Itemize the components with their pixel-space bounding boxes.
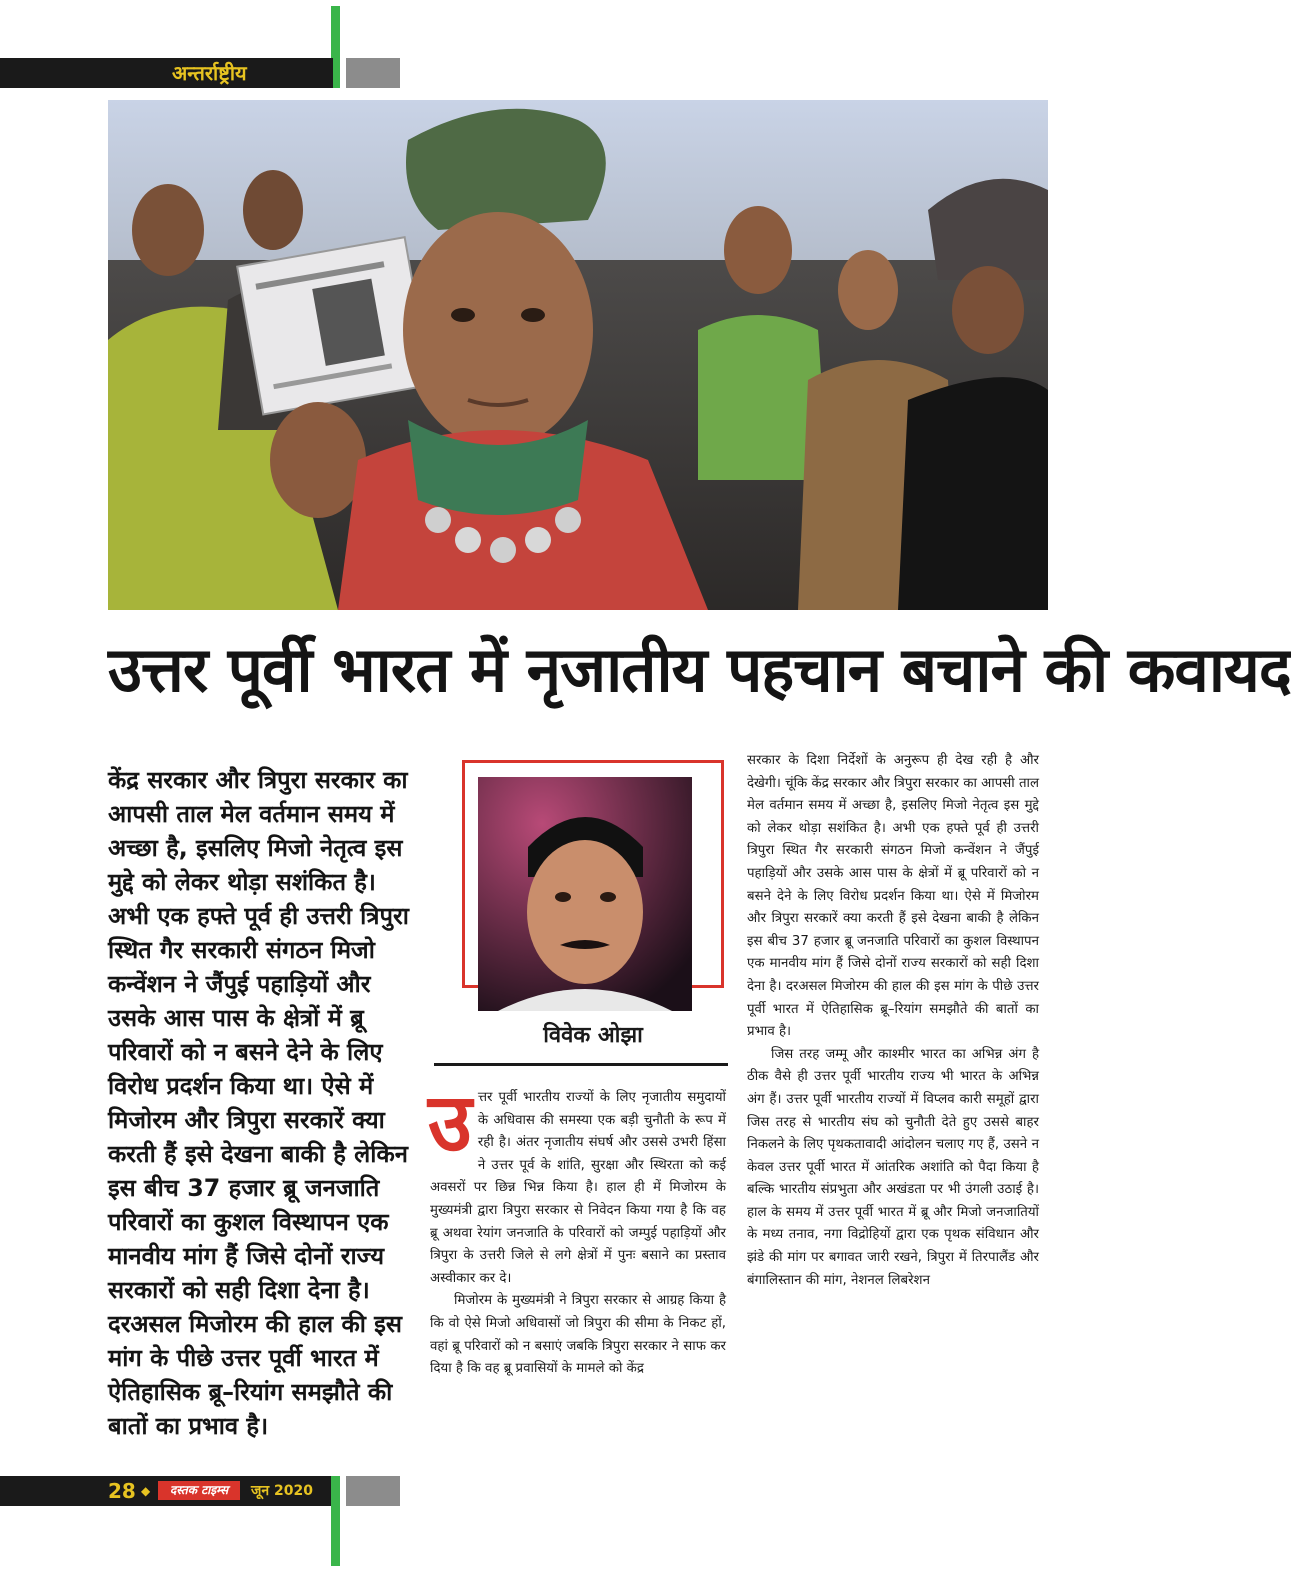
hero-photo-illustration (108, 100, 1048, 610)
footer-bullet: ◆ (141, 1484, 151, 1498)
section-header-bar (0, 58, 333, 88)
bottom-green-accent (331, 1476, 340, 1566)
masthead-logo: दस्तक टाइम्स (158, 1481, 240, 1500)
issue-date: जून 2020 (251, 1483, 313, 1499)
body-column-2 (428, 1076, 726, 1381)
lead-paragraph: केंद्र सरकार और त्रिपुरा सरकार का आपसी ताल मेल वर्तमान समय में अच्छा है, इसलिए मिजो नेतृत्व इस मुद्दे को लेकर थोड़ा सशंकित है। अभी एक हफ्ते पूर्व ही उत्तरी त्रिपुरा स्थित गैर सरकारी संगठन मिजो कन्वेंशन ने जैंपुई पहाड़ियों और उसके आस पास के क्षेत्रों में ब्रू परिवारों को न बसने देने के लिए विरोध प्रदर्शन किया था। ऐसे में मिजोरम और त्रिपुरा सरकारें क्या करती हैं इसे देखना बाकी है लेकिन इस बीच 37 हजार ब्रू जनजाति परिवारों का कुशल विस्थापन एक मानवीय मांग हैं जिसे दोनों राज्य सरकारों को सही दिशा देना है। दरअसल मिजोरम की हाल की इस मांग के पीछे उत्तर पूर्वी भारत में ऐतिहासिक ब्रू–रियांग समझौते की बातों का प्रभाव है। (108, 766, 409, 1440)
author-photo (478, 777, 692, 1011)
author-name: विवेक ओझा (543, 1023, 643, 1048)
body-column-3 (747, 750, 1039, 1292)
section-label: अन्तर्राष्ट्रीय (172, 61, 247, 85)
article-headline: उत्तर पूर्वी भारत में नृजातीय पहचान बचाने की कवायद (108, 633, 1291, 706)
body-paragraph-3: सरकार के दिशा निर्देशों के अनुरूप ही देख रही है और देखेगी। चूंकि केंद्र सरकार और त्रिपुरा सरकार का आपसी ताल मेल वर्तमान समय में अच्छा है, इसलिए मिजो नेतृत्व इस मुद्दे को लेकर थोड़ा सशंकित है। अभी एक हफ्ते पूर्व ही उत्तरी त्रिपुरा स्थित गैर सरकारी संगठन मिजो कन्वेंशन ने जैंपुई पहाड़ियों और उसके आस पास के क्षेत्रों में ब्रू परिवारों को न बसने देने के लिए विरोध प्रदर्शन किया था। ऐसे में मिजोरम और त्रिपुरा सरकारें क्या करती हैं इसे देखना बाकी है लेकिन इस बीच 37 हजार ब्रू जनजाति परिवारों का कुशल विस्थापन एक मानवीय मांग हैं जिसे दोनों राज्य सरकारों को सही दिशा देना है। दरअसल मिजोरम की हाल की इस मांग के पीछे उत्तर पूर्वी भारत में ऐतिहासिक ब्रू–रियांग समझौते की बातों का प्रभाव है। (747, 753, 1039, 1040)
page-number: 28 (108, 1479, 136, 1503)
body-paragraph-4: जिस तरह जम्मू और काश्मीर भारत का अभिन्न अंग है ठीक वैसे ही उत्तर पूर्वी भारतीय राज्य भी भारत के अभिन्न अंग हैं। उत्तर पूर्वी भारतीय राज्यों में विप्लव कारी समूहों द्वारा जिस तरह से भारतीय संघ को चुनौती देते हुए उससे बाहर निकलने के लिए पृथकतावादी आंदोलन चलाए गए हैं, उसने न केवल उत्तर पूर्वी भारत में आंतरिक अशांति को पैदा किया है बल्कि भारतीय संप्रभुता और अखंडता पर भी उंगली उठाई है। हाल के समय में उत्तर पूर्वी भारत में ब्रू और मिजो जनजातियों के मध्य तनाव, नगा विद्रोहियों द्वारा एक पृथक संविधान और झंडे की मांग पर बगावत जारी रखने, त्रिपुरा में तिरपालैंड और बंगालिस्तान की मांग, नेशनल लिबरेशन (747, 1046, 1039, 1288)
lead-text-column (108, 763, 416, 1443)
hero-photo (108, 100, 1048, 610)
body-paragraph-1-text: त्तर पूर्वी भारतीय राज्यों के लिए नृजातीय समुदायों के अधिवास की समस्या एक बड़ी चुनौती के रूप में रही है। अंतर नृजातीय संघर्ष और उससे उभरी हिंसा ने उत्तर पूर्व के शांति, सुरक्षा और स्थिरता को कई अवसरों पर छिन्न भिन्न किया है। हाल ही में मिजोरम के मुख्यमंत्री द्वारा त्रिपुरा सरकार से निवेदन किया गया है कि वह ब्रू अथवा रेयांग जनजाति के परिवारों को जम्पुई पहाड़ियों और त्रिपुरा के उत्तरी जिले से लगे क्षेत्रों में पुनः बसाने का प्रस्ताव अस्वीकार कर दे। (430, 1090, 726, 1286)
footer-grey-box (346, 1476, 400, 1506)
body-paragraph-1 (428, 1076, 726, 1290)
author-divider (434, 1063, 728, 1066)
author-portrait-illustration (478, 777, 692, 1011)
header-grey-box (346, 58, 400, 88)
body-paragraph-2: मिजोरम के मुख्यमंत्री ने त्रिपुरा सरकार से आग्रह किया है कि वो ऐसे मिजो अधिवासों जो त्रिपुरा की सीमा के निकट हों, वहां ब्रू परिवारों को न बसाएं जबकि त्रिपुरा सरकार ने साफ कर दिया है कि वह ब्रू प्रवासियों के मामले को केंद्र (430, 1293, 726, 1377)
drop-cap: उ (428, 1076, 472, 1169)
